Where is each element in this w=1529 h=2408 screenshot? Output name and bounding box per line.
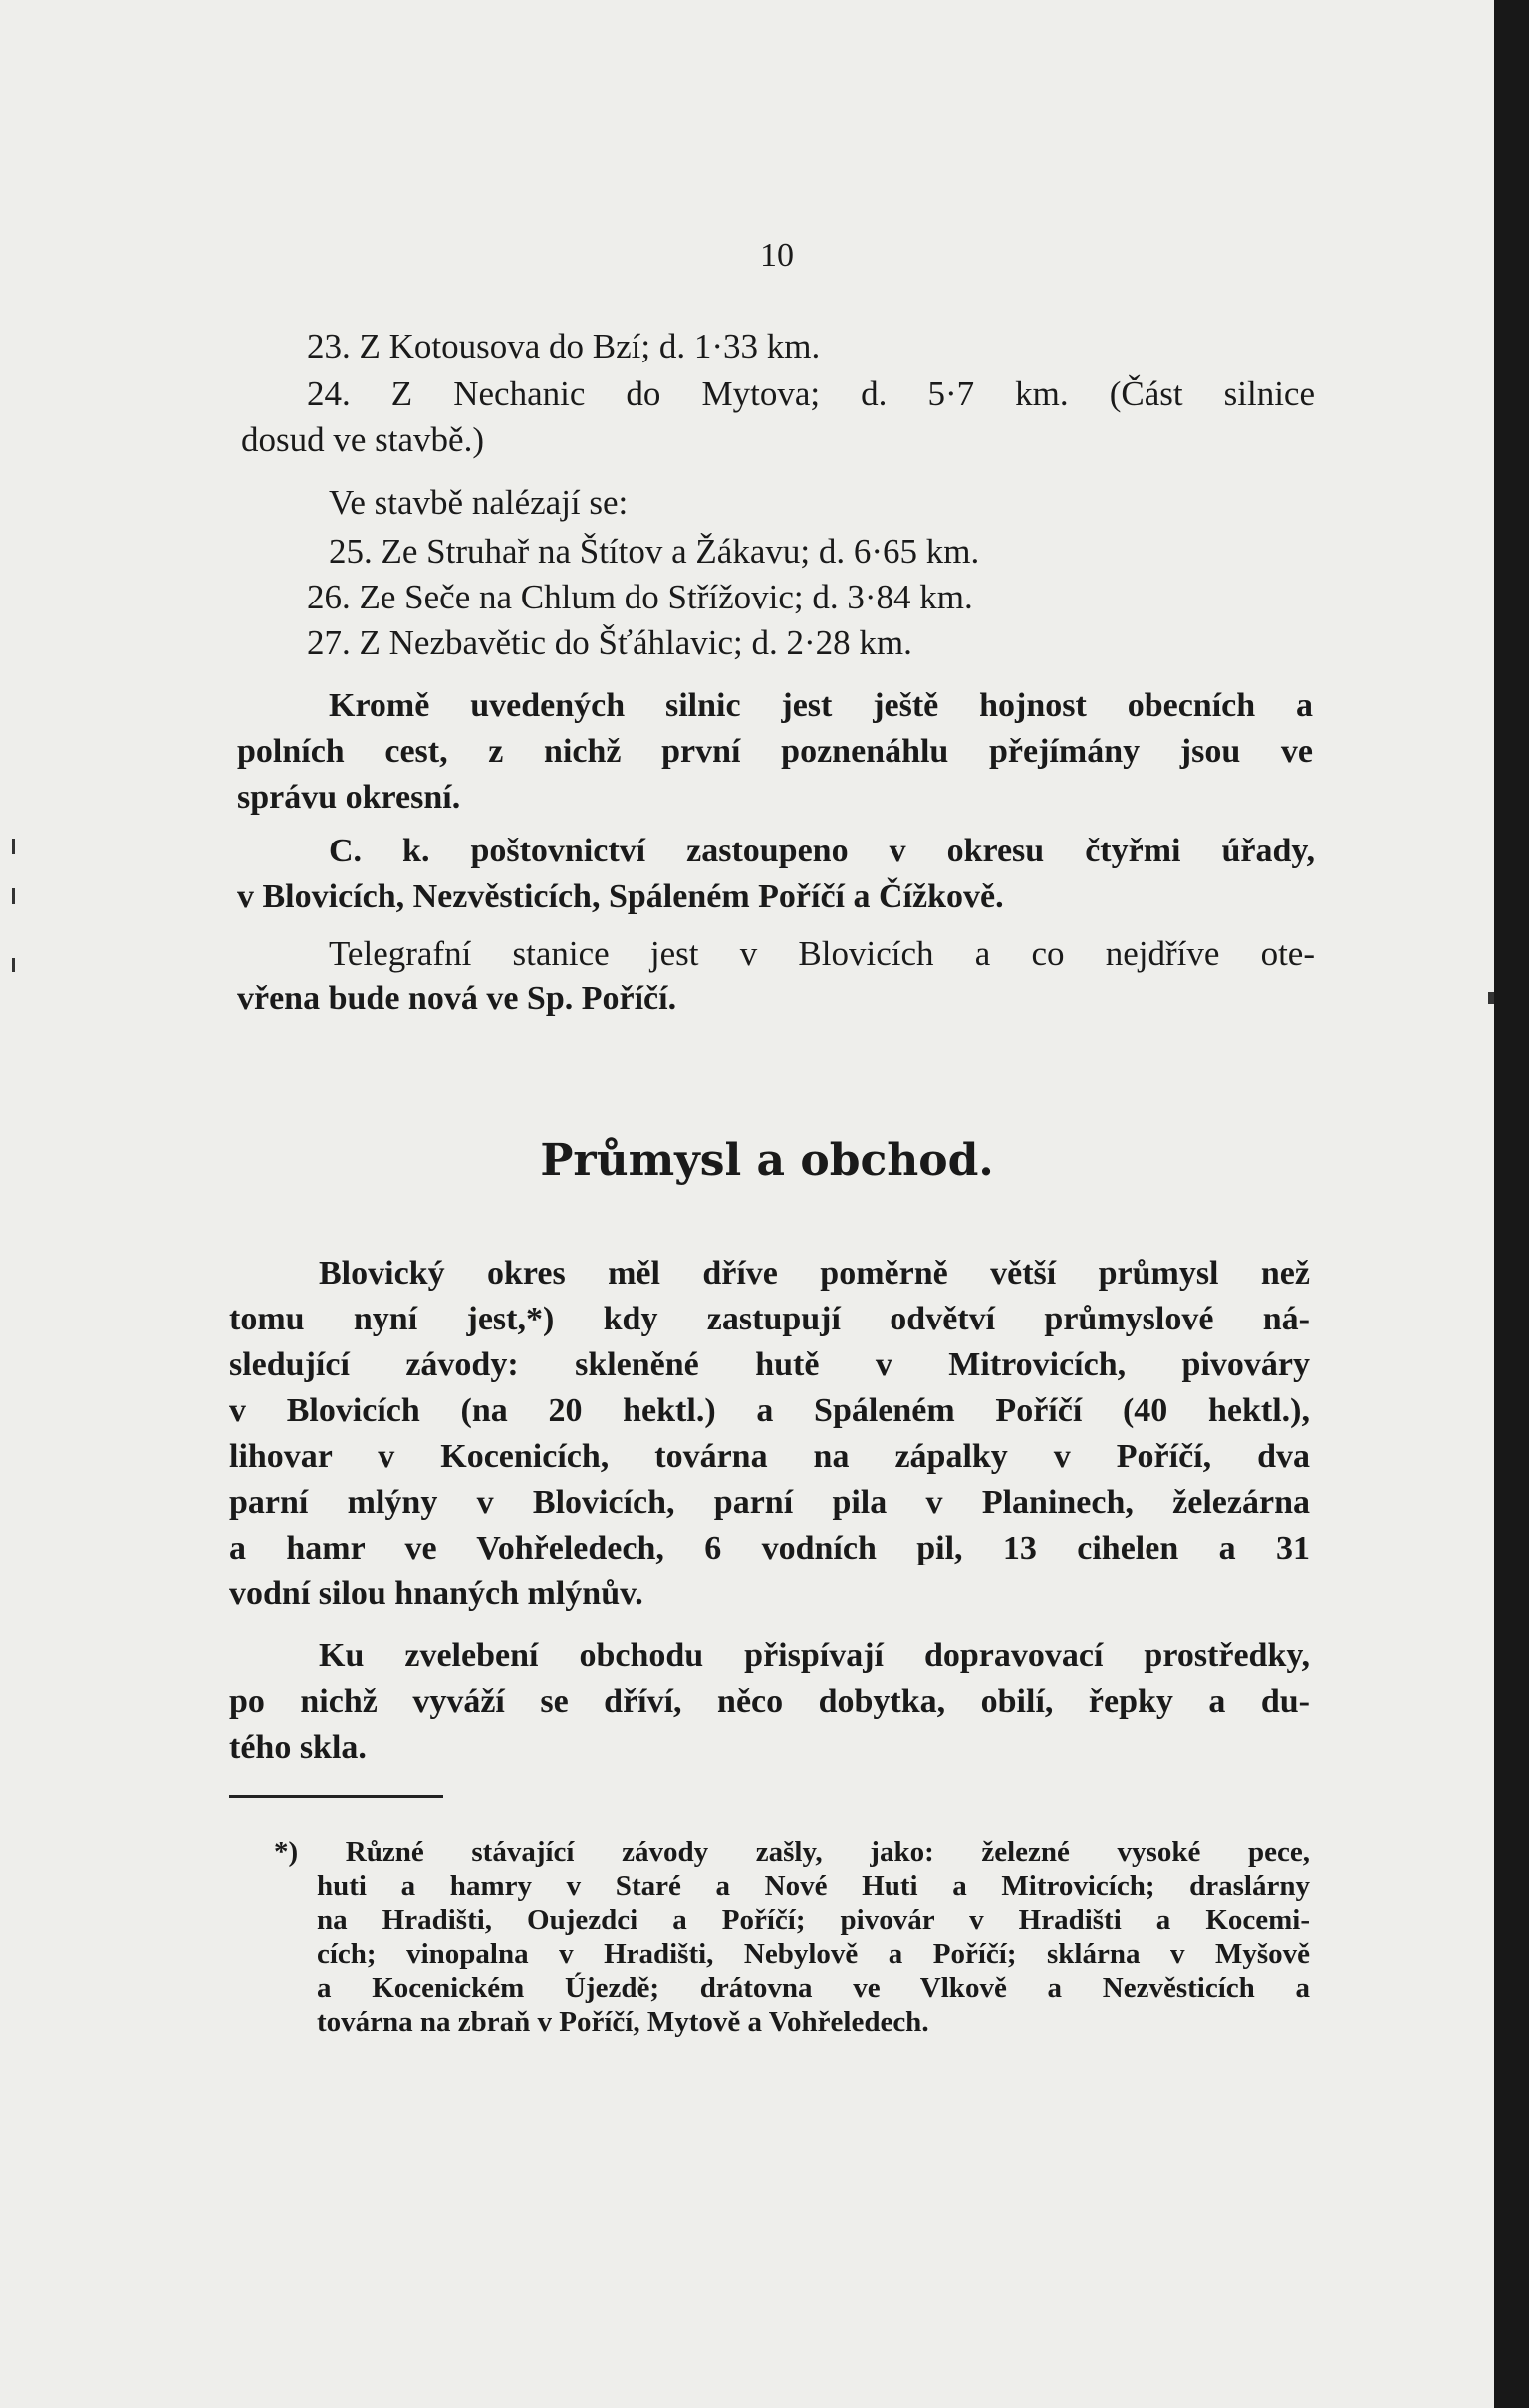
scan-mark <box>12 958 15 972</box>
paragraph-line: polních cest, z nichž první poznenáhlu přejímány jsou ve <box>237 733 1313 770</box>
paragraph-line: v Blovicích (na 20 hektl.) a Spáleném Poříčí (40 hektl.), <box>229 1392 1310 1429</box>
section-heading: Průmysl a obchod. <box>540 1135 994 1186</box>
paragraph-line: parní mlýny v Blovicích, parní pila v Planinech, železárna <box>229 1484 1310 1521</box>
paragraph-line: sledující závody: skleněné hutě v Mitrovicích, pivováry <box>229 1346 1310 1383</box>
footnote-divider <box>229 1795 443 1798</box>
scan-mark <box>12 888 15 904</box>
paragraph-line: správu okresní. <box>237 779 461 816</box>
footnote-line: a Kocenickém Újezdě; drátovna ve Vlkově a Nezvěsticích a <box>317 1972 1310 2004</box>
list-item: 23. Z Kotousova do Bzí; d. 1·33 km. <box>307 327 821 365</box>
list-item: 24. Z Nechanic do Mytova; d. 5·7 km. (Část silnice <box>307 374 1315 413</box>
list-subheading: Ve stavbě nalézají se: <box>329 483 629 522</box>
paragraph-line: Kromě uvedených silnic jest ještě hojnost obecních a <box>329 687 1313 724</box>
paragraph-line: lihovar v Kocenicích, továrna na zápalky v Poříčí, dva <box>229 1438 1310 1475</box>
paragraph-line: vodní silou hnaných mlýnův. <box>229 1575 643 1612</box>
footnote-line: huti a hamry v Staré a Nové Huti a Mitrovicích; draslárny <box>317 1870 1310 1902</box>
paragraph-line: Blovický okres měl dříve poměrně větší průmysl než <box>319 1255 1310 1292</box>
list-item: 27. Z Nezbavětic do Šťáhlavic; d. 2·28 km. <box>307 623 912 662</box>
footnote-line: na Hradišti, Oujezdci a Poříčí; pivovár v Hradišti a Kocemi- <box>317 1904 1310 1936</box>
page-number: 10 <box>760 237 794 274</box>
paragraph-line: tého skla. <box>229 1729 367 1766</box>
paragraph-line: vřena bude nová ve Sp. Poříčí. <box>237 980 677 1017</box>
footnote-line: cích; vinopalna v Hradišti, Nebylově a Poříčí; sklárna v Myšově <box>317 1938 1310 1970</box>
list-item: dosud ve stavbě.) <box>241 420 484 459</box>
list-item: 25. Ze Struhař na Štítov a Žákavu; d. 6·65 km. <box>329 532 980 571</box>
footnote-line: *) Různé stávající závody zašly, jako: železné vysoké pece, <box>274 1836 1310 1868</box>
paragraph-line: v Blovicích, Nezvěsticích, Spáleném Poříčí a Čížkově. <box>237 878 1004 915</box>
paragraph-line: Telegrafní stanice jest v Blovicích a co nejdříve ote- <box>329 934 1315 973</box>
list-item: 26. Ze Seče na Chlum do Střížovic; d. 3·84 km. <box>307 578 973 616</box>
page-edge-shadow <box>1494 0 1529 2408</box>
paragraph-line: tomu nyní jest,*) kdy zastupují odvětví průmyslové ná- <box>229 1301 1310 1337</box>
paragraph-line: C. k. poštovnictví zastoupeno v okresu čtyřmi úřady, <box>329 833 1315 869</box>
paragraph-line: a hamr ve Vohřeledech, 6 vodních pil, 13 cihelen a 31 <box>229 1530 1310 1566</box>
paragraph-line: Ku zvelebení obchodu přispívají dopravovací prostředky, <box>319 1637 1310 1674</box>
footnote-line: továrna na zbraň v Poříčí, Mytově a Vohřeledech. <box>317 2006 929 2038</box>
scan-mark <box>12 839 15 854</box>
paragraph-line: po nichž vyváží se dříví, něco dobytka, obilí, řepky a du- <box>229 1683 1310 1720</box>
